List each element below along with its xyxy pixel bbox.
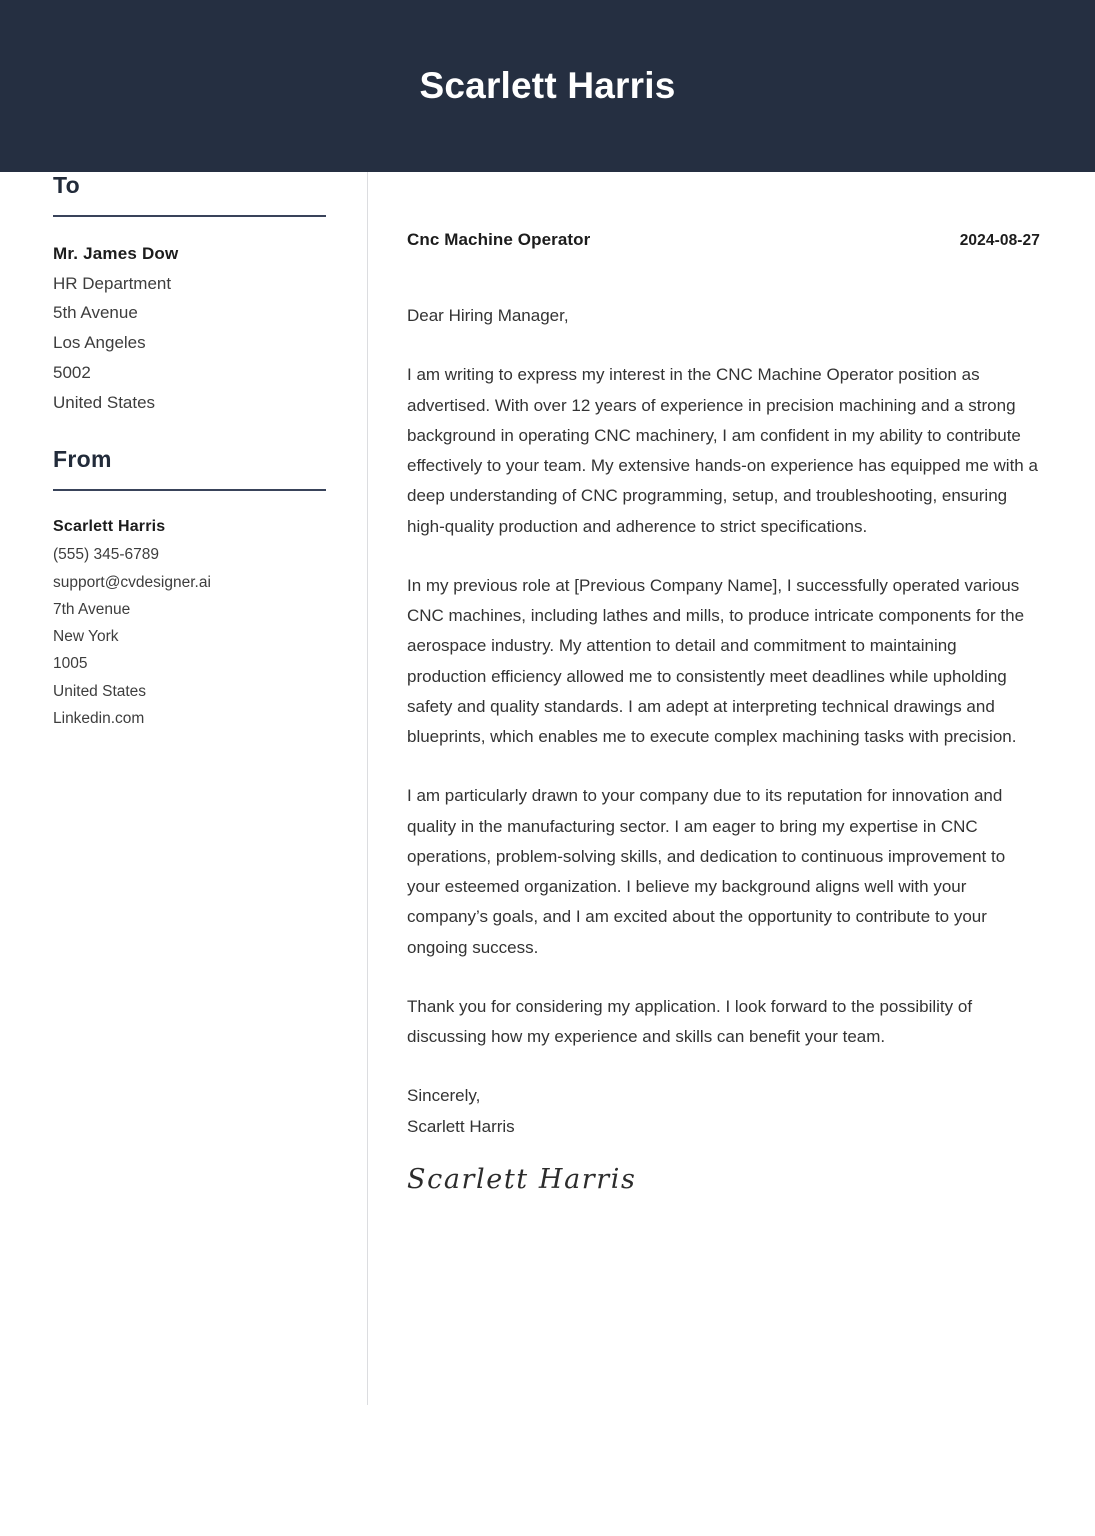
recipient-line: 5th Avenue: [53, 303, 138, 323]
letter-paragraph: I am writing to express my interest in the CNC Machine Operator position as advertised. With over 12 years of experience in precision machining and a strong background in operating CNC machinery, I am confident in my ability to contribute effectively to your team. My extensive hands-on experience has equipped me with a deep understanding of CNC programming, setup, and troubleshooting, ensuring high-quality production and adherence to strict specifications.: [407, 365, 1038, 536]
recipient-block: [53, 172, 326, 418]
letter-paragraph: In my previous role at [Previous Company Name], I successfully operated various CNC machines, including lathes and mills, to produce intricate components for the aerospace industry. My attention to detail and commitment to maintaining production efficiency allowed me to consistently meet deadlines while upholding safety and quality standards. I am adept at interpreting technical drawings and blueprints, which enables me to execute complex machining tasks with precision.: [407, 575, 1025, 746]
closing-salutation: Sincerely,: [407, 1086, 481, 1106]
sender-email: support@cvdesigner.ai: [53, 573, 211, 591]
recipient-line: HR Department: [53, 273, 172, 293]
sender-postal-code: 1005: [53, 655, 88, 673]
recipient-line: United States: [53, 393, 156, 413]
sender-linkedin[interactable]: Linkedin.com: [53, 710, 145, 728]
sender-street: 7th Avenue: [53, 600, 131, 618]
letter-date: 2024-08-27: [959, 232, 1040, 249]
signature: Scarlett Harris: [407, 1163, 637, 1195]
letter-body: [407, 172, 1040, 1194]
sidebar: [53, 172, 326, 732]
salutation: Dear Hiring Manager,: [407, 306, 569, 325]
sidebar-spacer: [53, 418, 326, 446]
closing-block: [407, 1081, 1040, 1142]
recipient-line: Los Angeles: [53, 333, 146, 353]
recipient-line: 5002: [53, 363, 91, 383]
sender-phone: (555) 345-6789: [53, 546, 159, 564]
column-divider: [367, 172, 368, 1405]
from-heading: From: [53, 446, 112, 473]
sender-country: United States: [53, 682, 147, 700]
letter-meta-row: [407, 230, 1040, 250]
to-heading: To: [53, 172, 80, 198]
job-title: Cnc Machine Operator: [407, 230, 591, 249]
sender-city: New York: [53, 628, 119, 646]
letter-paragraph: I am particularly drawn to your company due to its reputation for innovation and quality in the manufacturing sector. I am eager to bring my expertise in CNC operations, problem-solving skills, and dedication to continuous improvement to your esteemed organization. I believe my background aligns well with your company’s goals, and I am excited about the opportunity to contribute to your ongoing success.: [407, 786, 1006, 957]
letter-paragraph: Thank you for considering my application. I look forward to the possibility of discussing how my experience and skills can benefit your team.: [407, 996, 973, 1046]
recipient-name: Mr. James Dow: [53, 243, 179, 263]
sender-block: [53, 446, 326, 732]
from-heading-rule: [53, 489, 326, 491]
page-title: Scarlett Harris: [419, 65, 676, 106]
closing-name: Scarlett Harris: [407, 1116, 515, 1136]
document-header: [0, 0, 1095, 172]
to-heading-rule: [53, 215, 326, 217]
sender-name: Scarlett Harris: [53, 517, 166, 535]
